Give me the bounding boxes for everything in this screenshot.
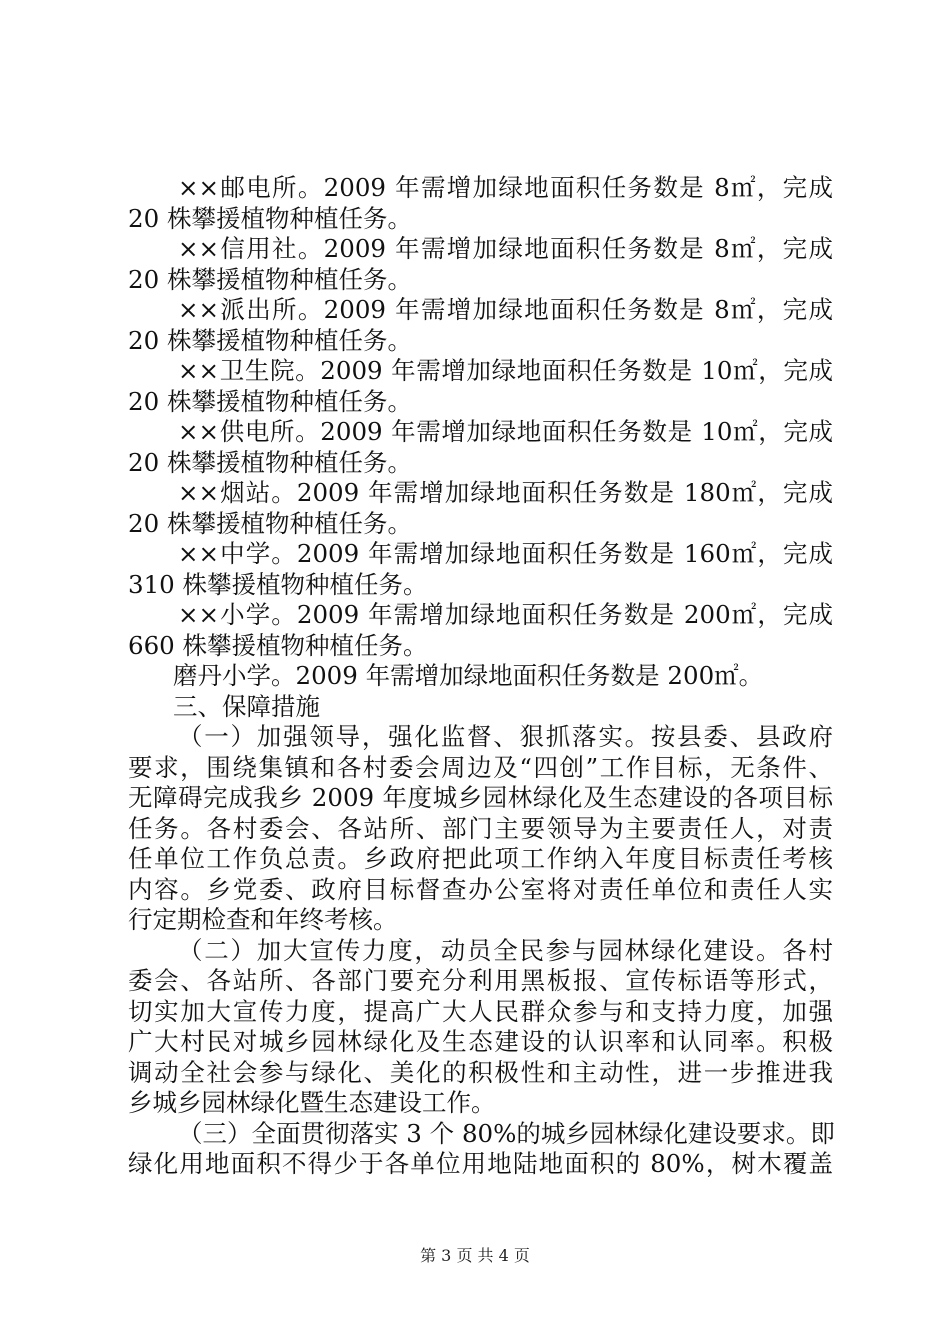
text-line: 乡城乡园林绿化暨生态建设工作。	[128, 1088, 496, 1117]
text-line: ××派出所。2009 年需增加绿地面积任务数是 8㎡，完成	[178, 295, 833, 324]
text-line: 660 株攀援植物种植任务。	[128, 630, 428, 660]
text-line: ××供电所。2009 年需增加绿地面积任务数是 10㎡，完成	[178, 417, 833, 446]
text-line: 要求，围绕集镇和各村委会周边及“四创”工作目标，无条件、	[128, 752, 833, 782]
text-line: ××信用社。2009 年需增加绿地面积任务数是 8㎡，完成	[178, 234, 833, 263]
text-line: 20 株攀援植物种植任务。	[128, 325, 412, 355]
text-line: 内容。乡党委、政府目标督查办公室将对责任单位和责任人实	[128, 874, 833, 904]
text-line: 磨丹小学。2009 年需增加绿地面积任务数是 200㎡。	[173, 661, 764, 690]
text-line: （三）全面贯彻落实 3 个 80%的城乡园林绿化建设要求。即	[178, 1118, 835, 1148]
page-footer: 第 3 页 共 4 页	[420, 1246, 530, 1265]
text-line: 20 株攀援植物种植任务。	[128, 447, 412, 477]
text-line: 20 株攀援植物种植任务。	[128, 203, 412, 233]
text-line: ××卫生院。2009 年需增加绿地面积任务数是 10㎡，完成	[178, 356, 833, 385]
text-line: 310 株攀援植物种植任务。	[128, 569, 428, 599]
text-line: 调动全社会参与绿化、美化的积极性和主动性，进一步推进我	[128, 1057, 833, 1087]
text-line: 20 株攀援植物种植任务。	[128, 386, 412, 416]
text-line: 任单位工作负总责。乡政府把此项工作纳入年度目标责任考核	[128, 844, 833, 873]
text-line: ××小学。2009 年需增加绿地面积任务数是 200㎡，完成	[178, 600, 833, 629]
text-line: 绿化用地面积不得少于各单位用地陆地面积的 80%，树木覆盖	[128, 1149, 833, 1178]
text-line: 切实加大宣传力度，提高广大人民群众参与和支持力度，加强	[128, 996, 833, 1026]
text-line: 任务。各村委会、各站所、部门主要领导为主要责任人，对责	[128, 813, 833, 843]
text-line: 行定期检查和年终考核。	[128, 905, 398, 934]
text-line: 广大村民对城乡园林绿化及生态建设的认识率和认同率。积极	[128, 1027, 833, 1056]
text-line: 20 株攀援植物种植任务。	[128, 264, 412, 294]
document-body	[128, 173, 833, 1180]
text-line: （二）加大宣传力度，动员全民参与园林绿化建设。各村	[178, 935, 833, 965]
text-line: 委会、各站所、各部门要充分利用黑板报、宣传标语等形式，	[128, 966, 833, 995]
text-line: 20 株攀援植物种植任务。	[128, 508, 412, 538]
text-line: ××中学。2009 年需增加绿地面积任务数是 160㎡，完成	[178, 539, 833, 568]
text-line: ××邮电所。2009 年需增加绿地面积任务数是 8㎡，完成	[178, 173, 833, 202]
text-line: ××烟站。2009 年需增加绿地面积任务数是 180㎡，完成	[178, 478, 833, 507]
text-line: 三、保障措施	[173, 691, 320, 721]
text-line: （一）加强领导，强化监督、狠抓落实。按县委、县政府	[178, 722, 833, 751]
text-line: 无障碍完成我乡 2009 年度城乡园林绿化及生态建设的各项目标	[128, 783, 833, 812]
